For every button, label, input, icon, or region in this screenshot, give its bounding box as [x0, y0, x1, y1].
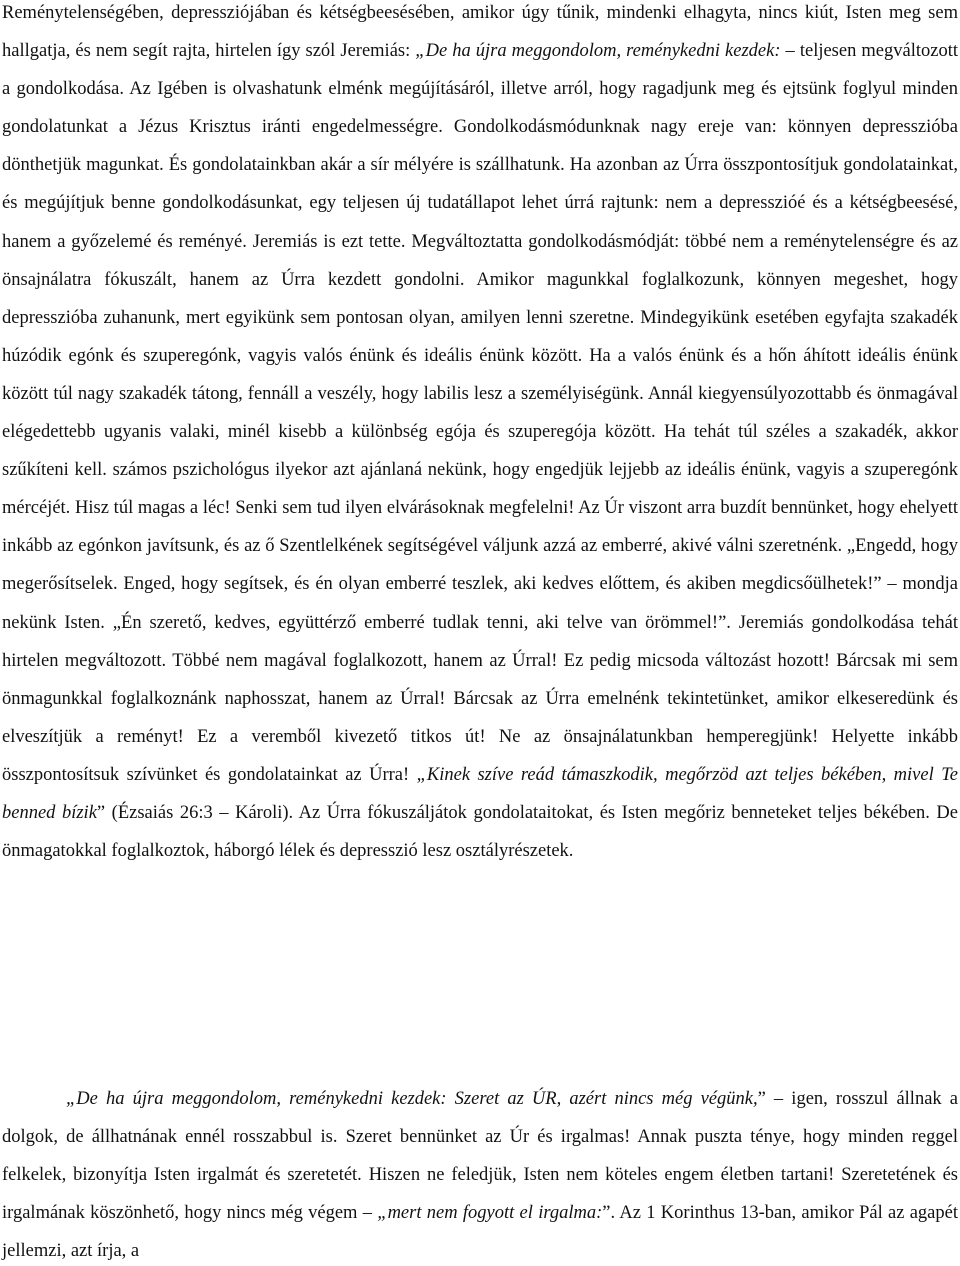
paragraph-1-run: Reménytelenségében, depressziójában és kétségbeesésében, amikor úgy tűnik, mindenki elhagyta, nincs kiút, Isten meg sem hallgatja, és nem segít rajta, hirtelen így szól Jeremiás: [2, 3, 958, 62]
italic-quote: „Kinek szíve reád támaszkodik, megőrzöd azt teljes békében, mivel Te benned bízik [2, 764, 958, 823]
italic-quote: „mert nem fogyott el irgalma: [377, 1203, 603, 1224]
paragraph-2 [2, 1080, 958, 1266]
paragraph-1-run: – teljesen megváltozott a gondolkodása. Az Igében is olvashatunk elménk megújításáról, illetve arról, hogy ragadjunk meg és ejtsünk foglyul minden gondolatunkat a Jézus Krisztus iránti engedelmességre. Gondolkodásmódunknak nagy ereje van: könnyen depresszióba dönthetjük magunkat. És gondolatainkban akár a sír mélyére is szállhatunk. Ha azonban az Úrra összpontosítjuk gondolatainkat, és megújítjuk benne gondolkodásunkat, egy teljesen új tudatállapot lehet úrrá rajtunk: nem a depresszióé és a kétségbeesésé, hanem a győzelemé és reményé. Jeremiás is ezt tette. Megváltoztatta gondolkodásmódját: többé nem a reménytelenségre és az önsajnálatra fókuszált, hanem az Úrra kezdett gondolni. Amikor magunkkal foglalkozunk, könnyen megeshet, hogy depresszióba zuhanunk, mert egyikünk sem pontosan olyan, amilyen lenni szeretne. Mindegyikünk esetében egyfajta szakadék húzódik egónk és szuperegónk, vagyis valós énünk és ideális énünk között. Ha a valós énünk és a hőn áhított ideális énünk között túl nagy szakadék tátong, fennáll a veszély, hogy labilis lesz a személyiségünk. Annál kiegyensúlyozottabb és önmagával elégedettebb ugyanis valaki, minél kisebb a különbség egója és szuperegója között. Ha tehát túl széles a szakadék, akkor szűkíteni kell. számos pszichológus ilyekor azt ajánlaná nekünk, hogy engedjük lejjebb az ideális énünk, vagyis a szuperegónk mércéjét. Hisz túl magas a léc! Senki sem tud ilyen elvárásoknak megfelelni! Az Úr viszont arra buzdít bennünket, hogy ehelyett inkább az egónkon javítsunk, és az ő Szentlelkének segítségével váljunk azzá az emberré, akivé válni szeretnénk. „Engedd, hogy megerősítselek. Enged, hogy segítsek, és én olyan emberré teszlek, aki kedves előttem, és akiben megdicsőülhetek!” – mondja nekünk Isten. „Én szerető, kedves, együttérző emberré tudlak tenni, aki telve van örömmel!”. Jeremiás gondolkodása tehát hirtelen megváltozott. Többé nem magával foglalkozott, hanem az Úrral! Ez pedig micsoda változást hozott! Bárcsak mi sem önmagunkkal foglalkoznánk naphosszat, hanem az Úrral! Bárcsak az Úrra emelnénk tekintetünket, amikor elkeseredünk és elveszítjük a reményt! Ez a veremből kivezető titkos út! Ne az önsajnálatunkban hemperegjünk! Helyette inkább összpontosítsuk szívünket és gondolatainkat az Úrra! [2, 41, 958, 785]
paragraph-2-run: ” – igen, rosszul állnak a dolgok, de állhatnának ennél rosszabbul is. Szeret bennünket az Úr és irgalmas! Annak puszta ténye, hogy minden reggel felkelek, bizonyítja Isten irgalmát és szeretetét. Hiszen ne feledjük, Isten nem köteles engem életben tartani! Szeretetének és irgalmának köszönhető, hogy nincs még végem – [2, 1089, 958, 1224]
italic-quote: „De ha újra meggondolom, reménykedni kezdek: [415, 41, 781, 62]
italic-quote: „De ha újra meggondolom, reménykedni kezdek: Szeret az ÚR, azért nincs még végünk, [66, 1089, 758, 1109]
paragraph-2-run: ”. Az 1 Korinthus 13-ban, amikor Pál az agapét jellemzi, azt írja, a [2, 1203, 958, 1262]
paragraph-1-run: ” (Ézsaiás 26:3 – Károli). Az Úrra fókuszáljátok gondolataitokat, és Isten megőriz benneteket teljes békében. De önmagatokkal foglalkoztok, háborgó lélek és depresszió lesz osztályrészetek. [2, 802, 958, 862]
paragraph-1 [2, 0, 958, 870]
